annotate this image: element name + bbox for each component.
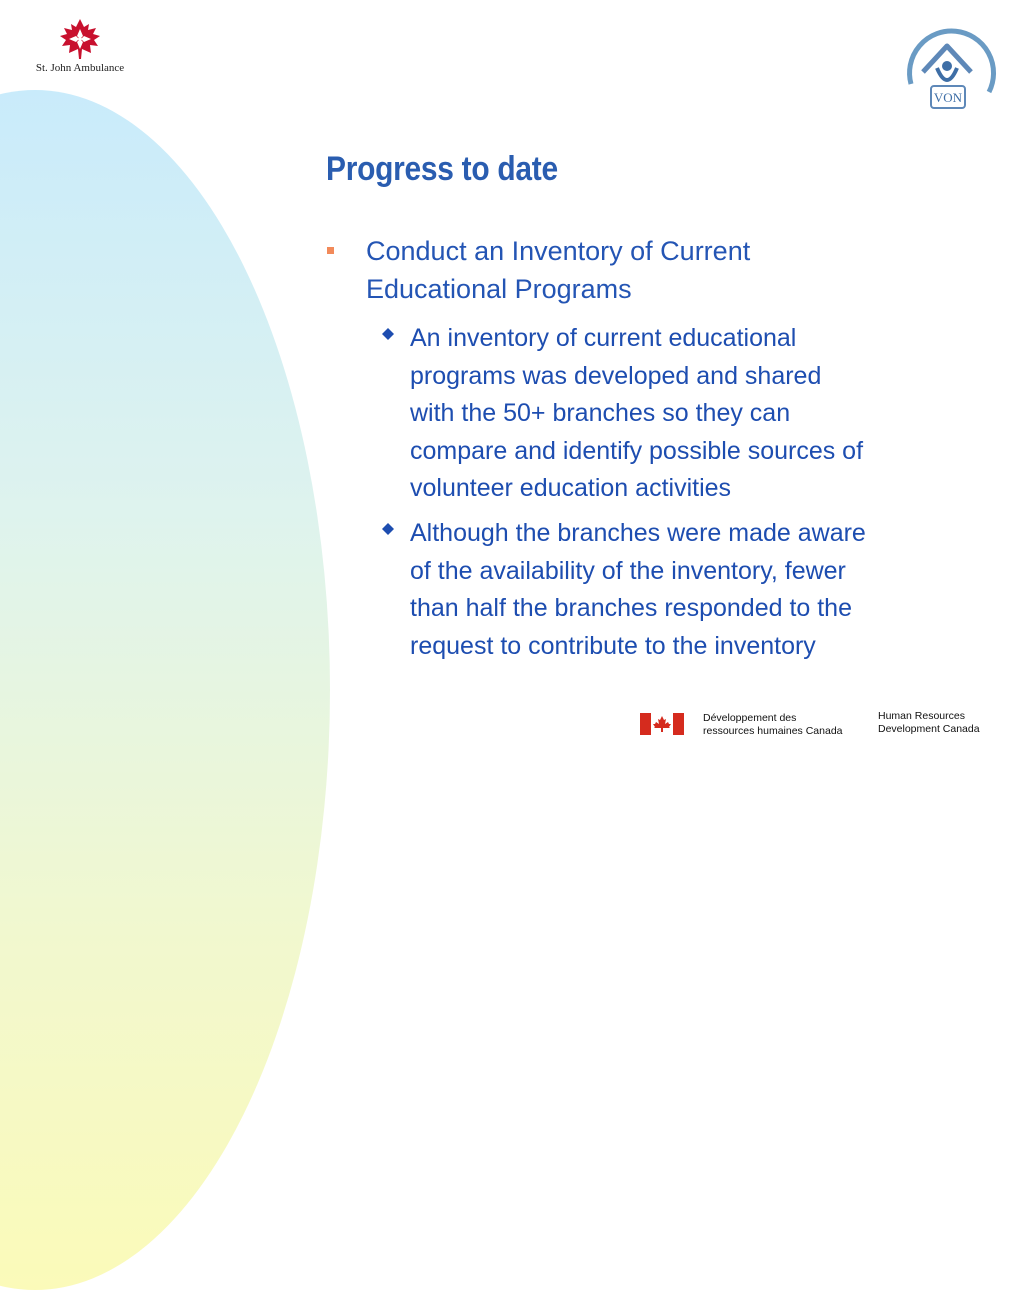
- footer-english-text: [878, 710, 980, 736]
- footer-french-text: [703, 712, 843, 738]
- square-bullet-icon: [327, 247, 334, 254]
- maltese-cross-icon: [58, 18, 102, 60]
- sub-bullet-item: [382, 320, 994, 508]
- sub-bullet-line: of the availability of the inventory, fewer: [410, 556, 846, 585]
- von-logo: [893, 14, 1005, 126]
- bullet-line: Educational Programs: [366, 274, 632, 304]
- slide-title: Progress to date: [326, 150, 558, 188]
- sub-bullet-line: than half the branches responded to the: [410, 594, 852, 622]
- sub-bullet-line: programs was developed and shared: [410, 361, 822, 390]
- bullet-line: Conduct an Inventory of Current: [366, 236, 751, 266]
- diamond-bullet-icon: [382, 523, 394, 535]
- sub-bullet-text: [410, 515, 994, 665]
- sub-bullet-line: compare and identify possible sources of: [410, 436, 864, 465]
- sub-bullet-line: with the 50+ branches so they can: [410, 399, 791, 427]
- footer-line: ressources humaines Canada: [703, 725, 843, 737]
- st-john-ambulance-logo: [20, 18, 140, 80]
- von-house-icon: [893, 14, 1005, 126]
- sub-bullet-line: Although the branches were made aware: [410, 519, 866, 547]
- footer-line: Développement des: [703, 712, 797, 724]
- bullet-text: [366, 232, 907, 308]
- sub-bullet-line: request to contribute to the inventory: [410, 631, 816, 660]
- diamond-bullet-icon: [382, 328, 394, 340]
- background-gradient-shape: [0, 90, 330, 1290]
- bullet-item: [327, 232, 907, 308]
- sub-bullet-line: volunteer education activities: [410, 474, 732, 502]
- canada-flag-icon: [640, 713, 684, 735]
- footer-line: Human Resources: [878, 710, 965, 722]
- st-john-ambulance-wordmark: St. John Ambulance: [35, 62, 125, 74]
- footer-line: Development Canada: [878, 723, 980, 735]
- sub-bullet-line: An inventory of current educational: [410, 324, 797, 352]
- sub-bullet-text: [410, 320, 994, 508]
- sub-bullet-item: [382, 515, 994, 665]
- footer-government-signature: [640, 706, 1010, 746]
- von-wordmark: VON: [933, 90, 963, 105]
